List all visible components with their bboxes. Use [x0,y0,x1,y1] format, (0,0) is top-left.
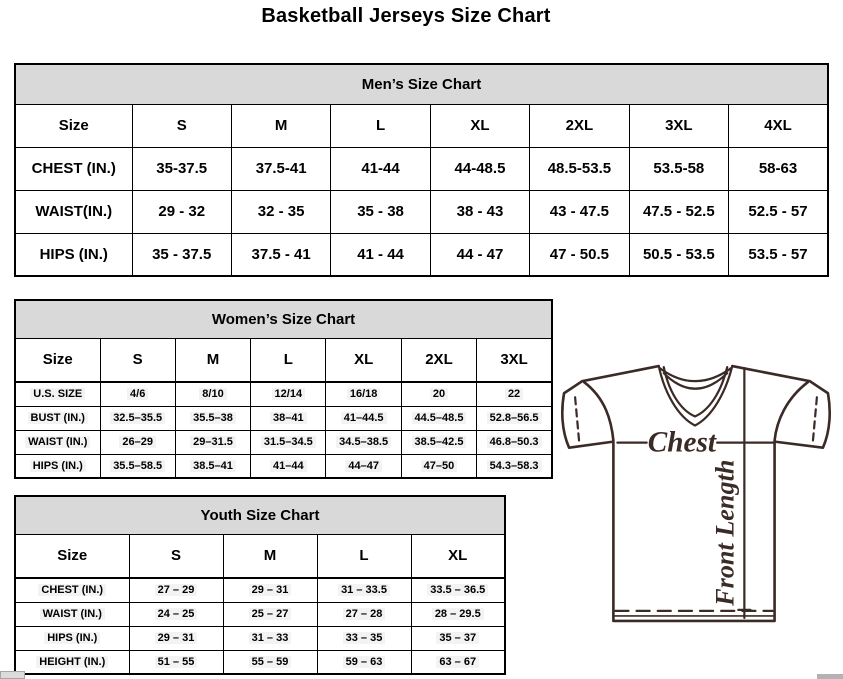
page-title: Basketball Jerseys Size Chart [261,5,551,27]
size-value-cell: 63 – 67 [411,650,505,674]
size-value-cell: 44 - 47 [430,233,529,276]
column-header: Size [15,338,100,382]
size-value-cell: 38 - 43 [430,190,529,233]
size-value-cell: 16/18 [326,382,401,406]
size-value-cell: 41–44.5 [326,406,401,430]
size-value-cell: 41–44 [251,454,326,478]
column-header: M [175,338,250,382]
size-value-cell: 35 – 37 [411,626,505,650]
column-header: 2XL [401,338,476,382]
size-value-cell: 59 – 63 [317,650,411,674]
row-label: HIPS (IN.) [15,233,132,276]
size-value-cell: 53.5 - 57 [729,233,828,276]
size-value-cell: 33.5 – 36.5 [411,578,505,602]
table-row [15,147,828,190]
size-value-cell: 51 – 55 [129,650,223,674]
size-value-cell: 37.5 - 41 [231,233,330,276]
chest-label: Chest [647,426,716,459]
size-value-cell: 54.3–58.3 [477,454,552,478]
row-label: CHEST (IN.) [15,147,132,190]
size-value-cell: 32 - 35 [231,190,330,233]
size-value-cell: 46.8–50.3 [477,430,552,454]
size-value-cell: 35-37.5 [132,147,231,190]
size-value-cell: 58-63 [729,147,828,190]
size-value-cell: 27 – 28 [317,602,411,626]
size-value-cell: 24 – 25 [129,602,223,626]
scrollbar-fragment-right[interactable] [817,674,843,679]
row-label: BUST (IN.) [15,406,100,430]
column-header: 3XL [477,338,552,382]
column-header: Size [15,104,132,147]
size-value-cell: 33 – 35 [317,626,411,650]
size-value-cell: 26–29 [100,430,175,454]
size-value-cell: 28 – 29.5 [411,602,505,626]
size-value-cell: 44-48.5 [430,147,529,190]
row-label: HIPS (IN.) [15,626,129,650]
column-header: S [129,534,223,578]
table-row [15,578,505,602]
table-title: Youth Size Chart [15,496,505,534]
size-value-cell: 29 – 31 [223,578,317,602]
left-sleeve-seam [584,382,613,440]
womens-size-table [14,299,553,479]
table-row [15,650,505,674]
table-row [15,233,828,276]
column-header: S [100,338,175,382]
size-value-cell: 27 – 29 [129,578,223,602]
right-sleeve-seam [775,382,808,440]
v-neck-collar [659,366,733,425]
size-value-cell: 35 - 37.5 [132,233,231,276]
column-header: M [223,534,317,578]
table-row [15,382,552,406]
column-header: L [331,104,430,147]
table-row [15,406,552,430]
size-value-cell: 38–41 [251,406,326,430]
size-value-cell: 31 – 33 [223,626,317,650]
size-value-cell: 38.5–42.5 [401,430,476,454]
column-header: 3XL [629,104,728,147]
right-cuff-stitch [813,397,817,441]
row-label: U.S. SIZE [15,382,100,406]
size-value-cell: 55 – 59 [223,650,317,674]
youth-size-table [14,495,506,675]
column-header: L [251,338,326,382]
size-value-cell: 31.5–34.5 [251,430,326,454]
size-value-cell: 47–50 [401,454,476,478]
size-value-cell: 52.5 - 57 [729,190,828,233]
size-value-cell: 22 [477,382,552,406]
size-value-cell: 35.5–58.5 [100,454,175,478]
size-value-cell: 38.5–41 [175,454,250,478]
size-value-cell: 41 - 44 [331,233,430,276]
size-value-cell: 20 [401,382,476,406]
size-value-cell: 53.5-58 [629,147,728,190]
row-label: HEIGHT (IN.) [15,650,129,674]
size-value-cell: 31 – 33.5 [317,578,411,602]
size-value-cell: 35 - 38 [331,190,430,233]
table-row [15,602,505,626]
column-header: 2XL [530,104,629,147]
size-value-cell: 4/6 [100,382,175,406]
size-value-cell: 37.5-41 [231,147,330,190]
size-value-cell: 44.5–48.5 [401,406,476,430]
row-label: CHEST (IN.) [15,578,129,602]
size-value-cell: 29–31.5 [175,430,250,454]
size-value-cell: 12/14 [251,382,326,406]
left-cuff-stitch [575,397,579,441]
size-value-cell: 47.5 - 52.5 [629,190,728,233]
table-row [15,190,828,233]
size-value-cell: 48.5-53.5 [530,147,629,190]
size-value-cell: 41-44 [331,147,430,190]
size-value-cell: 29 - 32 [132,190,231,233]
size-value-cell: 47 - 50.5 [530,233,629,276]
size-value-cell: 44–47 [326,454,401,478]
size-value-cell: 43 - 47.5 [530,190,629,233]
column-header: XL [411,534,505,578]
row-label: WAIST(IN.) [15,190,132,233]
table-row [15,454,552,478]
size-value-cell: 29 – 31 [129,626,223,650]
size-value-cell: 34.5–38.5 [326,430,401,454]
size-value-cell: 35.5–38 [175,406,250,430]
column-header: 4XL [729,104,828,147]
size-value-cell: 8/10 [175,382,250,406]
table-title: Women’s Size Chart [15,300,552,338]
column-header: M [231,104,330,147]
front-length-measurement-line [738,368,750,618]
column-header: XL [326,338,401,382]
row-label: WAIST (IN.) [15,430,100,454]
table-row [15,626,505,650]
mens-size-table [14,63,829,277]
column-header: S [132,104,231,147]
scrollbar-fragment-left[interactable] [0,671,25,679]
size-value-cell: 32.5–35.5 [100,406,175,430]
column-header: XL [430,104,529,147]
jersey-illustration [560,360,832,627]
row-label: WAIST (IN.) [15,602,129,626]
size-value-cell: 50.5 - 53.5 [629,233,728,276]
jersey-diagram [560,360,832,627]
size-value-cell: 25 – 27 [223,602,317,626]
column-header: L [317,534,411,578]
row-label: HIPS (IN.) [15,454,100,478]
column-header: Size [15,534,129,578]
table-row [15,430,552,454]
table-title: Men’s Size Chart [15,64,828,104]
size-value-cell: 52.8–56.5 [477,406,552,430]
front-length-label: Front Length [710,459,740,606]
